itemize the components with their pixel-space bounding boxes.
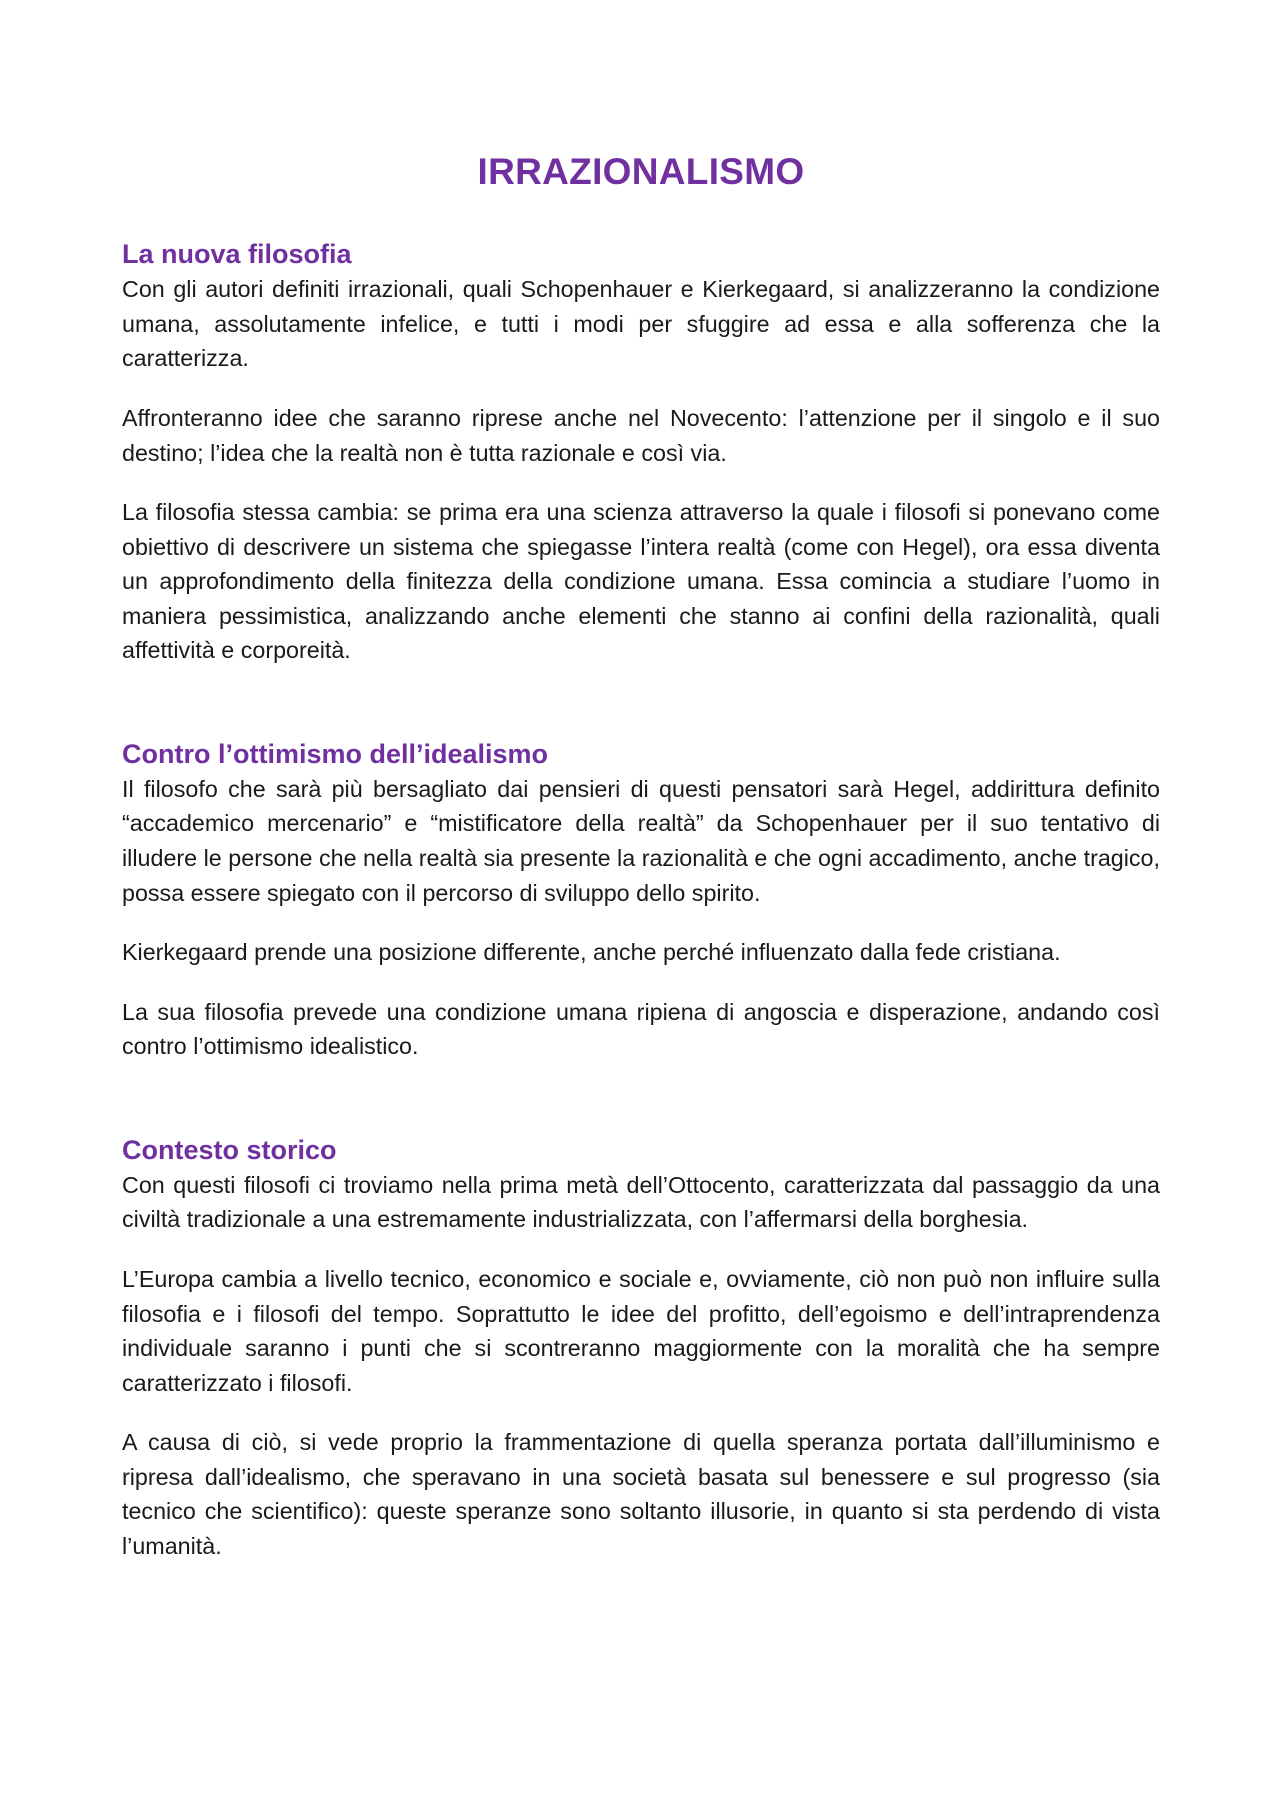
paragraph: La sua filosofia prevede una condizione umana ripiena di angoscia e disperazione, andando così contro l’ottimismo idealistico.	[122, 998, 1160, 1060]
section-contro-ottimismo	[122, 738, 1160, 1064]
paragraph: Kierkegaard prende una posizione differente, anche perché influenzato dalla fede cristiana.	[122, 939, 1061, 966]
section-contesto-storico	[122, 1134, 1160, 1564]
section-heading: La nuova filosofia	[122, 239, 352, 270]
section-la-nuova-filosofia	[122, 238, 1160, 668]
document-title: IRRAZIONALISMO	[477, 151, 805, 192]
paragraph: A causa di ciò, si vede proprio la frammentazione di quella speranza portata dall’illuminismo e ripresa dall’idealismo, che speravano in una società basata sul benessere e sul progresso (sia tecnico che scientifico): queste speranze sono soltanto illusorie, in quanto si sta perdendo di vista l’umanità.	[122, 1429, 1160, 1560]
paragraph: La filosofia stessa cambia: se prima era una scienza attraverso la quale i filosofi si ponevano come obiettivo di descrivere un sistema che spiegasse l’intera realtà (come con Hegel), ora essa diventa un approfondimento della finitezza della condizione umana. Essa comincia a studiare l’uomo in maniera pessimistica, analizzando anche elementi che stanno ai confini della razionalità, quali affettività e corporeità.	[122, 499, 1160, 664]
section-heading: Contro l’ottimismo dell’idealismo	[122, 739, 549, 770]
paragraph: Con gli autori definiti irrazionali, quali Schopenhauer e Kierkegaard, si analizzeranno la condizione umana, assolutamente infelice, e tutti i modi per sfuggire ad essa e alla sofferenza che la caratterizza.	[122, 276, 1160, 372]
paragraph: Il filosofo che sarà più bersagliato dai pensieri di questi pensatori sarà Hegel, addirittura definito “accademico mercenario” e “mistificatore della realtà” da Schopenhauer per il suo tentativo di illudere le persone che nella realtà sia presente la razionalità e che ogni accadimento, anche tragico, possa essere spiegato con il percorso di sviluppo dello spirito.	[122, 775, 1160, 906]
paragraph: Con questi filosofi ci troviamo nella prima metà dell’Ottocento, caratterizzata dal passaggio da una civiltà tradizionale a una estremamente industrializzata, con l’affermarsi della borghesia.	[122, 1171, 1160, 1233]
document-page	[122, 150, 1160, 1589]
section-heading: Contesto storico	[122, 1134, 337, 1165]
paragraph: L’Europa cambia a livello tecnico, economico e sociale e, ovviamente, ciò non può non influire sulla filosofia e i filosofi del tempo. Soprattutto le idee del profitto, dell’egoismo e dell’intraprendenza individuale saranno i punti che si scontreranno maggiormente con la moralità che ha sempre caratterizzato i filosofi.	[122, 1265, 1160, 1396]
paragraph: Affronteranno idee che saranno riprese anche nel Novecento: l’attenzione per il singolo e il suo destino; l’idea che la realtà non è tutta razionale e così via.	[122, 404, 1160, 466]
